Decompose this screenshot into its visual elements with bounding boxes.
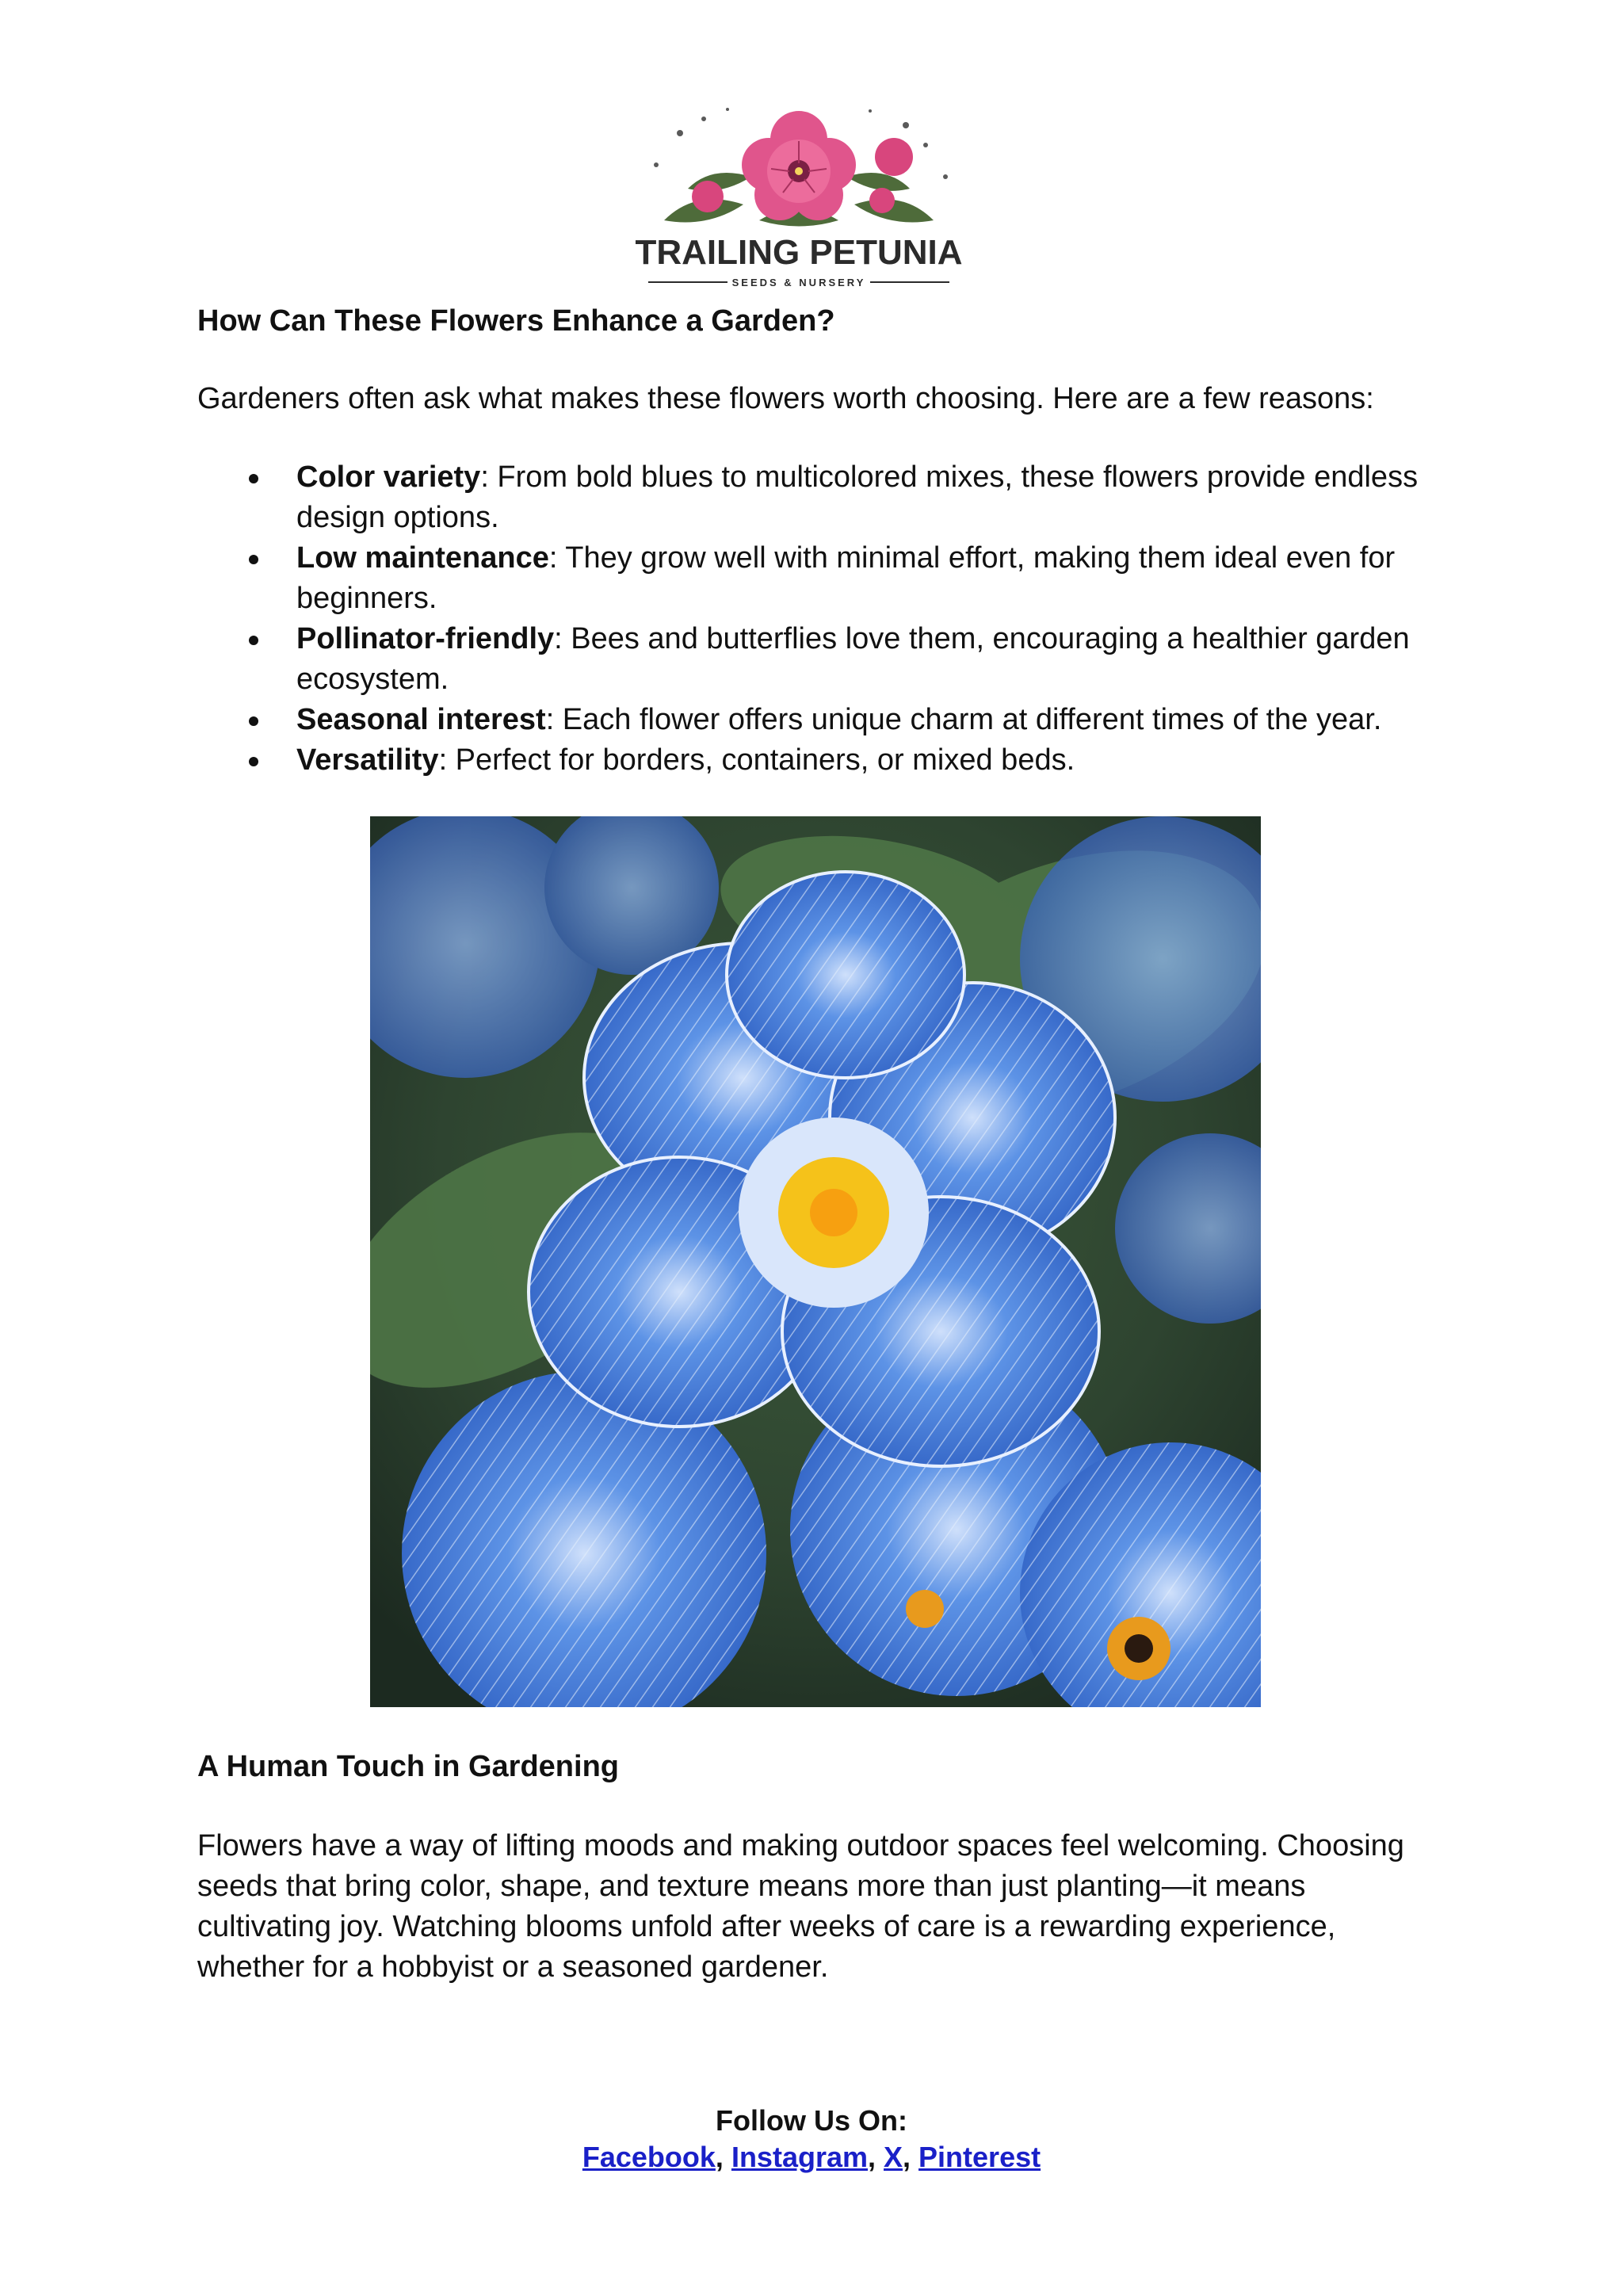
list-item — [197, 538, 1453, 619]
bullet-icon — [249, 716, 258, 726]
bullet-icon — [249, 757, 258, 766]
bullet-text: : Each flower offers unique charm at different times of the year. — [545, 703, 1382, 736]
bullet-term: Low maintenance — [296, 541, 549, 575]
bullet-term: Versatility — [296, 743, 439, 777]
link-separator: , — [903, 2141, 919, 2173]
intro-paragraph: Gardeners often ask what makes these flowers worth choosing. Here are a few reasons: — [197, 382, 1374, 415]
blue-flower-photo — [370, 816, 1261, 1707]
bullet-text: : Bees and butterflies love them, encouraging a healthier garden ecosystem. — [296, 622, 1410, 696]
list-item — [197, 619, 1453, 700]
list-item — [197, 740, 1453, 781]
list-item — [197, 700, 1453, 740]
link-separator: , — [715, 2141, 731, 2173]
facebook-link[interactable]: Facebook — [582, 2141, 716, 2173]
petunia-logo-icon — [632, 101, 965, 292]
bullet-term: Pollinator-friendly — [296, 622, 555, 655]
pinterest-link[interactable]: Pinterest — [918, 2141, 1041, 2173]
logo-tagline-text: SEEDS & NURSERY — [731, 277, 866, 288]
reasons-list — [197, 457, 1465, 781]
bullet-icon — [249, 555, 258, 564]
section-heading-enhance-garden: How Can These Flowers Enhance a Garden? — [197, 304, 835, 338]
social-links — [0, 2140, 1623, 2175]
bullet-term: Color variety — [296, 460, 481, 494]
x-link[interactable]: X — [884, 2141, 903, 2173]
link-separator: , — [868, 2141, 884, 2173]
bullet-term: Seasonal interest — [296, 703, 546, 736]
section-heading-human-touch: A Human Touch in Gardening — [197, 1750, 619, 1783]
list-item — [197, 457, 1453, 538]
blue-primrose-image-icon — [370, 816, 1261, 1707]
bullet-text: : Perfect for borders, containers, or mixed beds. — [438, 743, 1075, 777]
human-touch-paragraph: Flowers have a way of lifting moods and making outdoor spaces feel welcoming. Choosing seeds that bring color, shape, and texture means more than just planting—it means cultivating joy. Watching blooms unfold after weeks of care is a rewarding experience, whether for a hobbyist or a seasoned gardener. — [197, 1829, 1404, 1984]
instagram-link[interactable]: Instagram — [731, 2141, 868, 2173]
follow-us-label: Follow Us On: — [716, 2104, 907, 2137]
brand-logo — [632, 101, 965, 292]
bullet-text: : They grow well with minimal effort, making them ideal even for beginners. — [296, 541, 1396, 615]
bullet-icon — [249, 474, 258, 483]
bullet-text: : From bold blues to multicolored mixes, these flowers provide endless design options. — [296, 460, 1419, 534]
logo-brand-text: TRAILING PETUNIA — [635, 233, 963, 272]
bullet-icon — [249, 636, 258, 645]
